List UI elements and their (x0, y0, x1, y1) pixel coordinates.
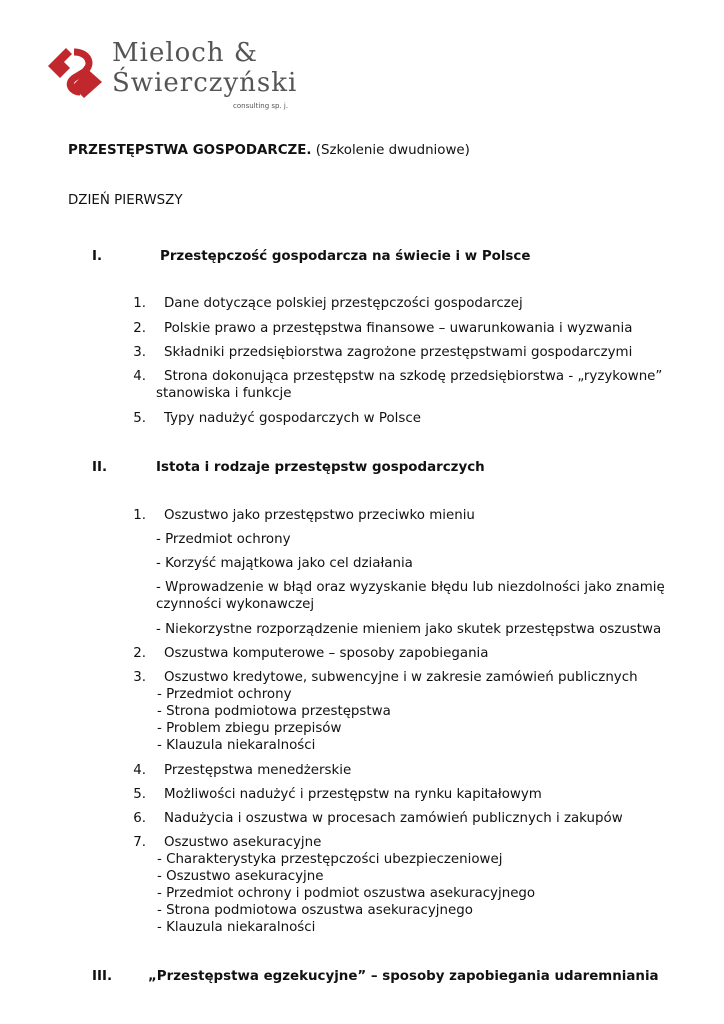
sub-item: - Charakterystyka przestępczości ubezpieczeniowej (157, 852, 503, 867)
sub-item: - Klauzula niekaralności (157, 738, 316, 753)
section-1-number: I. (92, 249, 103, 264)
sub-item: - Przedmiot ochrony (157, 687, 292, 702)
sub-item: - Strona podmiotowa przestępstwa (157, 704, 391, 719)
company-logo (44, 38, 298, 114)
sub-item: - Oszustwo asekuracyjne (157, 869, 324, 884)
section-2-number: II. (92, 460, 108, 475)
logo-mark-icon (44, 44, 106, 100)
document-title (68, 143, 470, 158)
section-3-title: „Przestępstwa egzekucyjne” – sposoby zapobiegania udaremniania (148, 969, 659, 984)
logo-subtitle: consulting sp. j. (233, 102, 289, 110)
logo-line-2: Świerczyński (112, 68, 298, 98)
section-1-title: Przestępczość gospodarcza na świecie i w Polsce (160, 249, 531, 264)
sub-item: - Problem zbiegu przepisów (157, 721, 342, 736)
sub-item-continuation: czynności wykonawczej (156, 597, 315, 612)
list-item-continuation: stanowiska i funkcje (156, 386, 292, 401)
title-normal: (Szkolenie dwudniowe) (311, 143, 470, 158)
sub-item: - Wprowadzenie w błąd oraz wyzyskanie błędu lub niezdolności jako znamię (156, 580, 665, 595)
sub-item: - Korzyść majątkowa jako cel działania (156, 556, 413, 571)
sub-item: - Przedmiot ochrony (156, 532, 291, 547)
sub-item: - Klauzula niekaralności (157, 920, 316, 935)
day-heading: DZIEŃ PIERWSZY (68, 193, 183, 208)
title-bold: PRZESTĘPSTWA GOSPODARCZE. (68, 143, 312, 158)
sub-item: - Przedmiot ochrony i podmiot oszustwa asekuracyjnego (157, 886, 536, 901)
section-3-number: III. (92, 969, 113, 984)
section-2-title: Istota i rodzaje przestępstw gospodarczych (156, 460, 485, 475)
logo-line-1: Mieloch & (112, 38, 259, 68)
sub-item: - Strona podmiotowa oszustwa asekuracyjnego (157, 903, 473, 918)
sub-item: - Niekorzystne rozporządzenie mieniem jako skutek przestępstwa oszustwa (156, 622, 662, 637)
